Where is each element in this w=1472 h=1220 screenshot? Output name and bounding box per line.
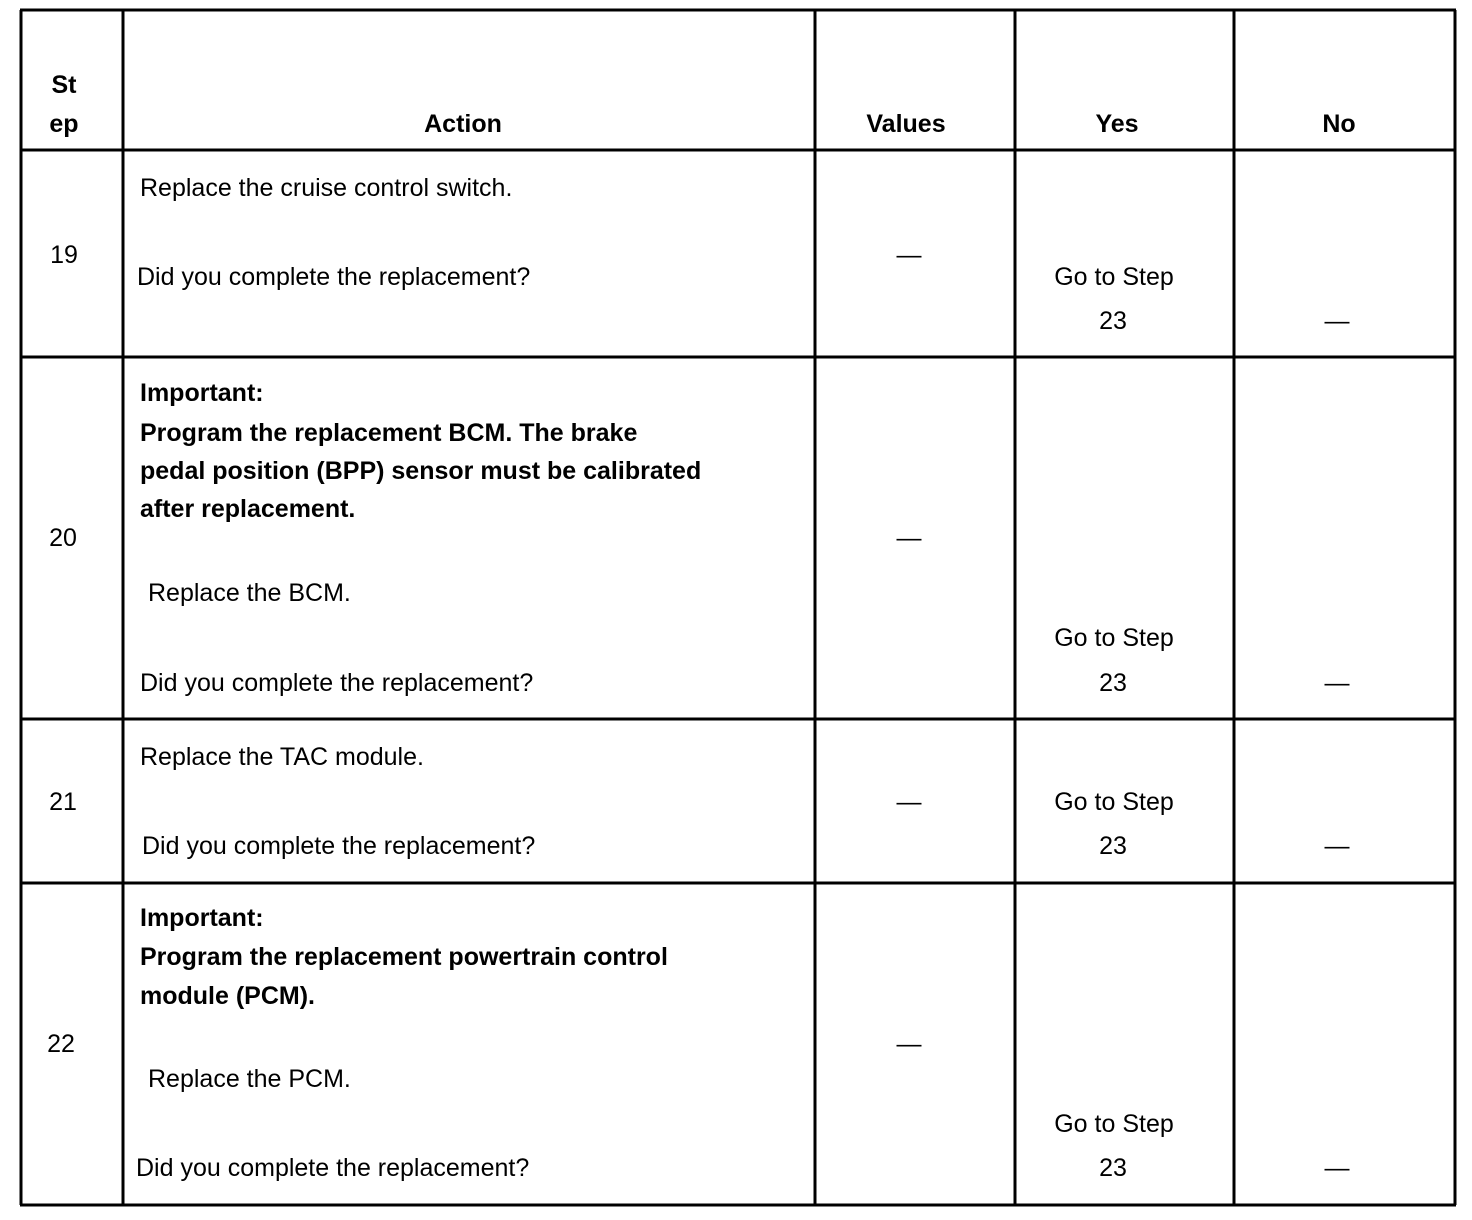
values-cell: — — [896, 524, 922, 552]
values-cell: — — [896, 241, 922, 269]
important-text: Program the replacement BCM. The brake — [140, 419, 638, 447]
values-cell: — — [896, 1030, 922, 1058]
yes-goto-step: 23 — [1099, 1154, 1127, 1182]
action-question: Did you complete the replacement? — [142, 832, 536, 860]
yes-goto-label: Go to Step — [1054, 788, 1174, 816]
yes-goto-label: Go to Step — [1054, 1110, 1174, 1138]
action-text: Replace the TAC module. — [140, 743, 424, 771]
no-cell: — — [1324, 307, 1350, 335]
important-text: pedal position (BPP) sensor must be calibrated — [140, 457, 702, 485]
action-text: Replace the BCM. — [148, 579, 351, 607]
values-cell: — — [896, 788, 922, 816]
no-cell: — — [1324, 669, 1350, 697]
action-question: Did you complete the replacement? — [137, 263, 531, 291]
yes-goto-step: 23 — [1099, 832, 1127, 860]
important-label: Important: — [140, 379, 264, 407]
important-text: module (PCM). — [140, 982, 315, 1010]
yes-goto-step: 23 — [1099, 307, 1127, 335]
action-question: Did you complete the replacement? — [136, 1154, 530, 1182]
important-label: Important: — [140, 904, 264, 932]
no-cell: — — [1324, 832, 1350, 860]
step-number: 21 — [49, 788, 77, 816]
yes-goto-label: Go to Step — [1054, 624, 1174, 652]
no-cell: — — [1324, 1154, 1350, 1182]
step-number: 20 — [49, 524, 77, 552]
header-yes: Yes — [1095, 110, 1139, 138]
yes-goto-step: 23 — [1099, 669, 1127, 697]
header-no: No — [1322, 110, 1356, 138]
step-number: 19 — [50, 241, 78, 269]
header-values: Values — [866, 110, 946, 138]
action-text: Replace the PCM. — [148, 1065, 351, 1093]
header-action: Action — [424, 110, 502, 138]
important-text: after replacement. — [140, 495, 356, 523]
important-text: Program the replacement powertrain control — [140, 943, 668, 971]
header-step-line2: ep — [49, 110, 79, 138]
yes-goto-label: Go to Step — [1054, 263, 1174, 291]
action-text: Replace the cruise control switch. — [140, 174, 513, 202]
action-question: Did you complete the replacement? — [140, 669, 534, 697]
header-step-line1: St — [51, 71, 77, 99]
step-number: 22 — [47, 1030, 75, 1058]
